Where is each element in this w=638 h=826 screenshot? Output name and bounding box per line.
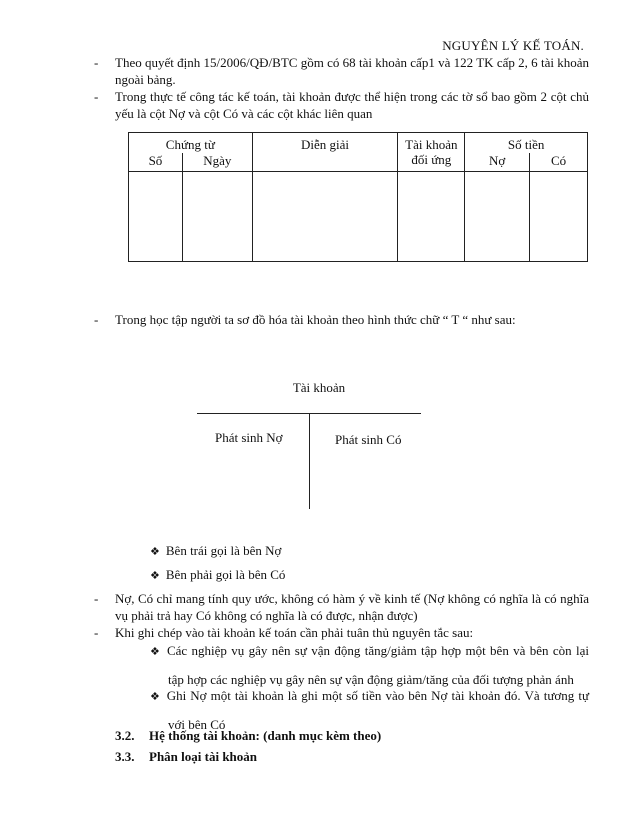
col-header-so-tien: Số tiền: [465, 133, 588, 154]
t-account-vertical-line: [309, 413, 310, 509]
dash-marker: -: [94, 312, 99, 327]
list-item-text: Bên phải gọi là bên Có: [165, 567, 286, 582]
list-item-text: Các nghiệp vụ gây nên sự vận động tăng/giảm tập hợp một bên và bên còn lại tập hợp các nghiệp vụ gây nên sự vận động giảm/tăng của đối tượng phản ánh: [166, 643, 589, 687]
label-tai-khoan: Tài khoản: [405, 137, 458, 152]
paragraph-ledger-columns: [94, 88, 589, 122]
table-cell: [252, 171, 398, 261]
table-cell: [129, 171, 183, 261]
dash-marker: -: [94, 89, 99, 104]
paragraph-text: Theo quyết định 15/2006/QĐ/BTC gồm có 68 tài khoản cấp1 và 122 TK cấp 2, 6 tài khoản ngoài bảng.: [115, 55, 589, 87]
table-cell: [182, 171, 252, 261]
col-header-ngay: Ngày: [182, 153, 252, 171]
paragraph-t-account-intro: [94, 311, 589, 328]
label-doi-ung: đối ứng: [411, 152, 452, 167]
col-header-co: Có: [530, 153, 588, 171]
list-item: [150, 542, 281, 561]
page-header: NGUYÊN LÝ KẾ TOÁN.: [442, 38, 584, 53]
col-header-no: Nợ: [465, 153, 530, 171]
col-header-dien-giai: Diễn giải: [252, 133, 398, 172]
table-cell: [530, 171, 588, 261]
table-row: [129, 171, 588, 261]
diamond-bullet-icon: ❖: [150, 691, 161, 703]
table-cell: [465, 171, 530, 261]
list-item-text: Ghi Nợ một tài khoản là ghi một số tiền vào bên Nợ tài khoản đó. Và tương tự với bên Có: [166, 688, 589, 732]
t-account-debit-label: Phát sinh Nợ: [215, 430, 283, 445]
ledger-table: [128, 132, 588, 262]
dash-marker: -: [94, 55, 99, 70]
col-header-chung-tu: Chứng từ: [129, 133, 253, 154]
section-number: 3.3.: [115, 749, 135, 764]
section-heading-3-3: [115, 749, 257, 765]
section-title: Hệ thống tài khoản: (danh mục kèm theo): [149, 728, 382, 743]
paragraph-text: Nợ, Có chỉ mang tính quy ước, không có hàm ý về kinh tế (Nợ không có nghĩa là có nghĩa vụ phải trả hay Có không có nghĩa là có được, nhận được): [115, 591, 589, 623]
table-cell: [398, 171, 465, 261]
t-account-title: Tài khoản: [292, 380, 346, 395]
list-item: [150, 566, 285, 585]
dash-marker: -: [94, 591, 99, 606]
section-title: Phân loại tài khoản: [149, 749, 258, 764]
col-header-tai-khoan-doi-ung: [398, 133, 465, 172]
paragraph-text: Trong thực tế công tác kế toán, tài khoản được thể hiện trong các tờ sổ bao gồm 2 cột chủ yếu là cột Nợ và cột Có và các cột khác liên quan: [115, 89, 589, 121]
t-account-credit-label: Phát sinh Có: [335, 432, 402, 447]
diamond-bullet-icon: ❖: [150, 546, 160, 558]
paragraph-convention: [94, 590, 589, 624]
col-header-so: Số: [129, 153, 183, 171]
dash-marker: -: [94, 625, 99, 640]
paragraph-text: Trong học tập người ta sơ đồ hóa tài khoản theo hình thức chữ “ T “ như sau:: [115, 312, 516, 327]
list-item-text: Bên trái gọi là bên Nợ: [165, 543, 282, 558]
paragraph-text: Khi ghi chép vào tài khoản kế toán cần phải tuân thủ nguyên tắc sau:: [115, 625, 474, 640]
section-number: 3.2.: [115, 728, 135, 743]
section-heading-3-2: [115, 728, 381, 744]
diamond-bullet-icon: ❖: [150, 646, 161, 658]
diamond-bullet-icon: ❖: [150, 570, 160, 582]
paragraph-account-count: [94, 54, 589, 88]
